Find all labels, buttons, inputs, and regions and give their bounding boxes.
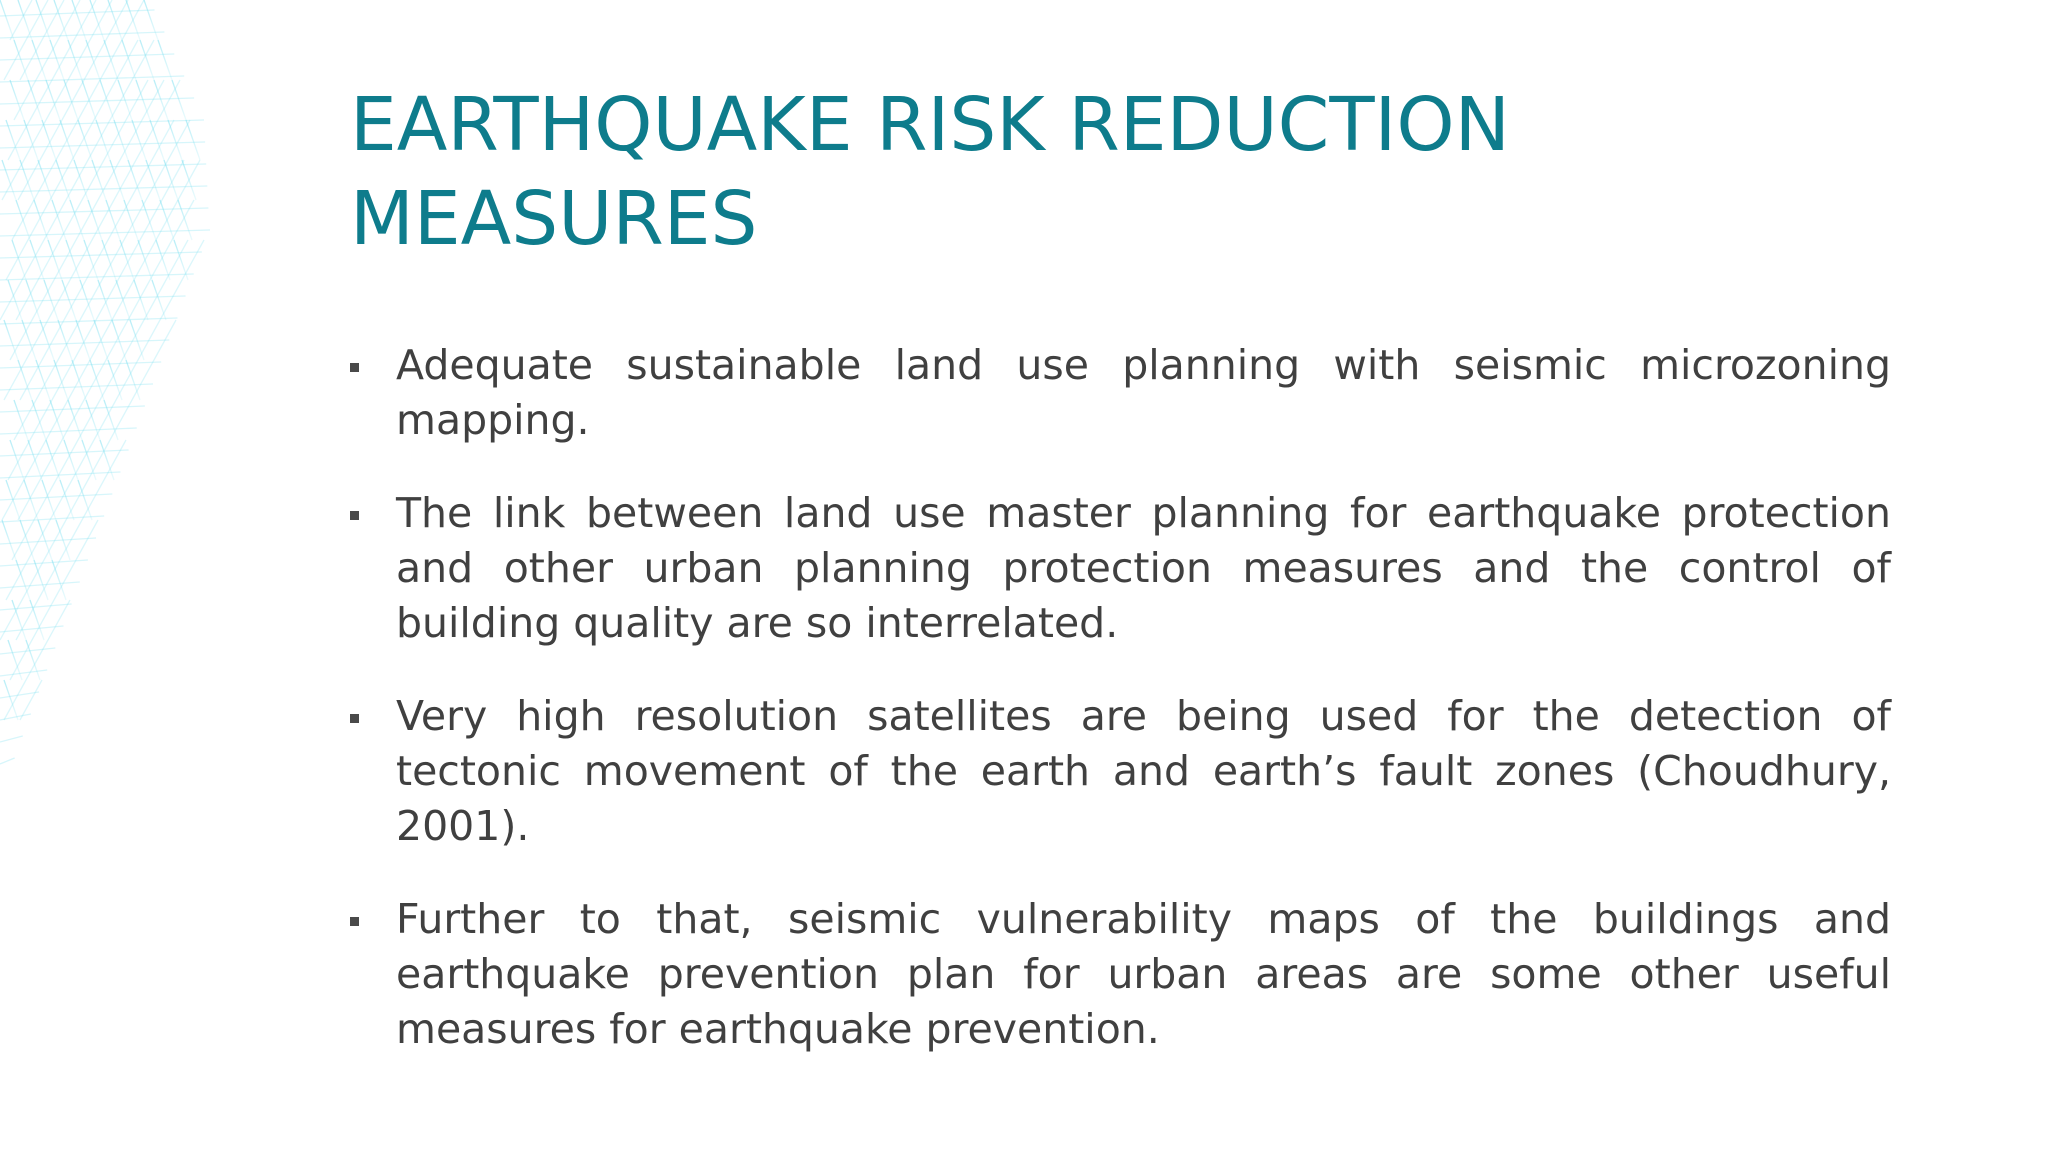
slide-title-line-2: MEASURES [350, 176, 758, 262]
mesh-line [0, 670, 47, 676]
mesh-line [38, 520, 52, 560]
mesh-line [42, 120, 56, 160]
mesh-line [0, 582, 80, 588]
mesh-line [24, 480, 38, 520]
mesh-line [112, 320, 126, 360]
mesh-line [16, 560, 30, 600]
mesh-line [172, 80, 186, 120]
mesh-line [10, 440, 24, 480]
mesh-line [122, 40, 136, 80]
mesh-line [0, 32, 164, 38]
mesh-line [144, 0, 158, 40]
mesh-line [142, 200, 156, 240]
mesh-line [126, 360, 140, 400]
mesh-line [114, 120, 128, 160]
square-bullet-icon [350, 714, 359, 723]
slide-title-line-1: EARTHQUAKE RISK REDUCTION [350, 82, 1510, 168]
square-bullet-icon [350, 363, 359, 372]
mesh-line [78, 120, 92, 160]
mesh-line [26, 280, 40, 320]
bullet-item [350, 338, 1891, 448]
mesh-line [46, 440, 60, 480]
mesh-line [56, 160, 70, 200]
bullet-text: Further to that, seismic vulnerability maps of the buildings and earthquake prevention plan for urban areas are some other useful measures for earthquake prevention. [396, 895, 1891, 1053]
wireframe-mesh-decoration [0, 0, 290, 800]
bullet-text: The link between land use master planning for earthquake protection and other urban planning protection measures and the control of building quality are so interrelated. [396, 489, 1891, 647]
mesh-line [14, 400, 28, 440]
mesh-line [120, 240, 134, 280]
mesh-line [20, 160, 34, 200]
mesh-line [0, 736, 23, 742]
mesh-line [0, 450, 129, 456]
mesh-line [0, 120, 204, 126]
mesh-line [90, 360, 104, 400]
mesh-line [28, 80, 42, 120]
mesh-line [134, 280, 148, 320]
mesh-line [18, 360, 32, 400]
mesh-line [86, 40, 100, 80]
mesh-line [0, 208, 208, 214]
bullet-item [350, 486, 1891, 651]
mesh-line [0, 54, 174, 60]
mesh-line [0, 164, 206, 170]
mesh-line [0, 186, 207, 192]
mesh-line [92, 160, 106, 200]
mesh-line [0, 538, 96, 544]
mesh-line [0, 142, 205, 148]
mesh-line [0, 318, 177, 324]
slide-title [350, 78, 1900, 266]
mesh-line [98, 280, 112, 320]
mesh-line [158, 40, 172, 80]
mesh-line [40, 320, 54, 360]
mesh-line [76, 320, 90, 360]
mesh-line [60, 480, 74, 520]
mesh-line [104, 400, 118, 440]
mesh-line [32, 400, 46, 440]
bullet-list [350, 338, 1891, 1095]
bullet-text: Very high resolution satellites are being used for the detection of tectonic movement of the earth and earth’s fault zones (Choudhury, 2001). [396, 692, 1891, 850]
mesh-line [106, 200, 120, 240]
mesh-line [72, 0, 86, 40]
mesh-line [178, 200, 192, 240]
mesh-line [4, 320, 18, 360]
bullet-text: Adequate sustainable land use planning with seismic microzoning mapping. [396, 341, 1891, 444]
mesh-line [50, 40, 64, 80]
mesh-line [150, 120, 164, 160]
mesh-line [36, 0, 50, 40]
mesh-line [52, 560, 66, 600]
mesh-line [0, 98, 194, 104]
mesh-line [140, 40, 154, 80]
mesh-line [0, 0, 14, 40]
square-bullet-icon [350, 511, 359, 520]
mesh-line [48, 240, 62, 280]
mesh-line [2, 520, 16, 560]
mesh-line [0, 714, 31, 720]
mesh-line [0, 758, 15, 764]
mesh-line [164, 160, 178, 200]
bullet-item [350, 689, 1891, 854]
mesh-line [4, 680, 18, 720]
mesh-line [12, 240, 26, 280]
mesh-line [2, 160, 16, 200]
mesh-line [34, 200, 48, 240]
mesh-line [186, 120, 200, 160]
mesh-line [156, 240, 170, 280]
mesh-line [68, 400, 82, 440]
mesh-line [84, 240, 98, 280]
mesh-line [64, 80, 78, 120]
bullet-item [350, 892, 1891, 1057]
square-bullet-icon [350, 917, 359, 926]
mesh-line [0, 494, 112, 500]
